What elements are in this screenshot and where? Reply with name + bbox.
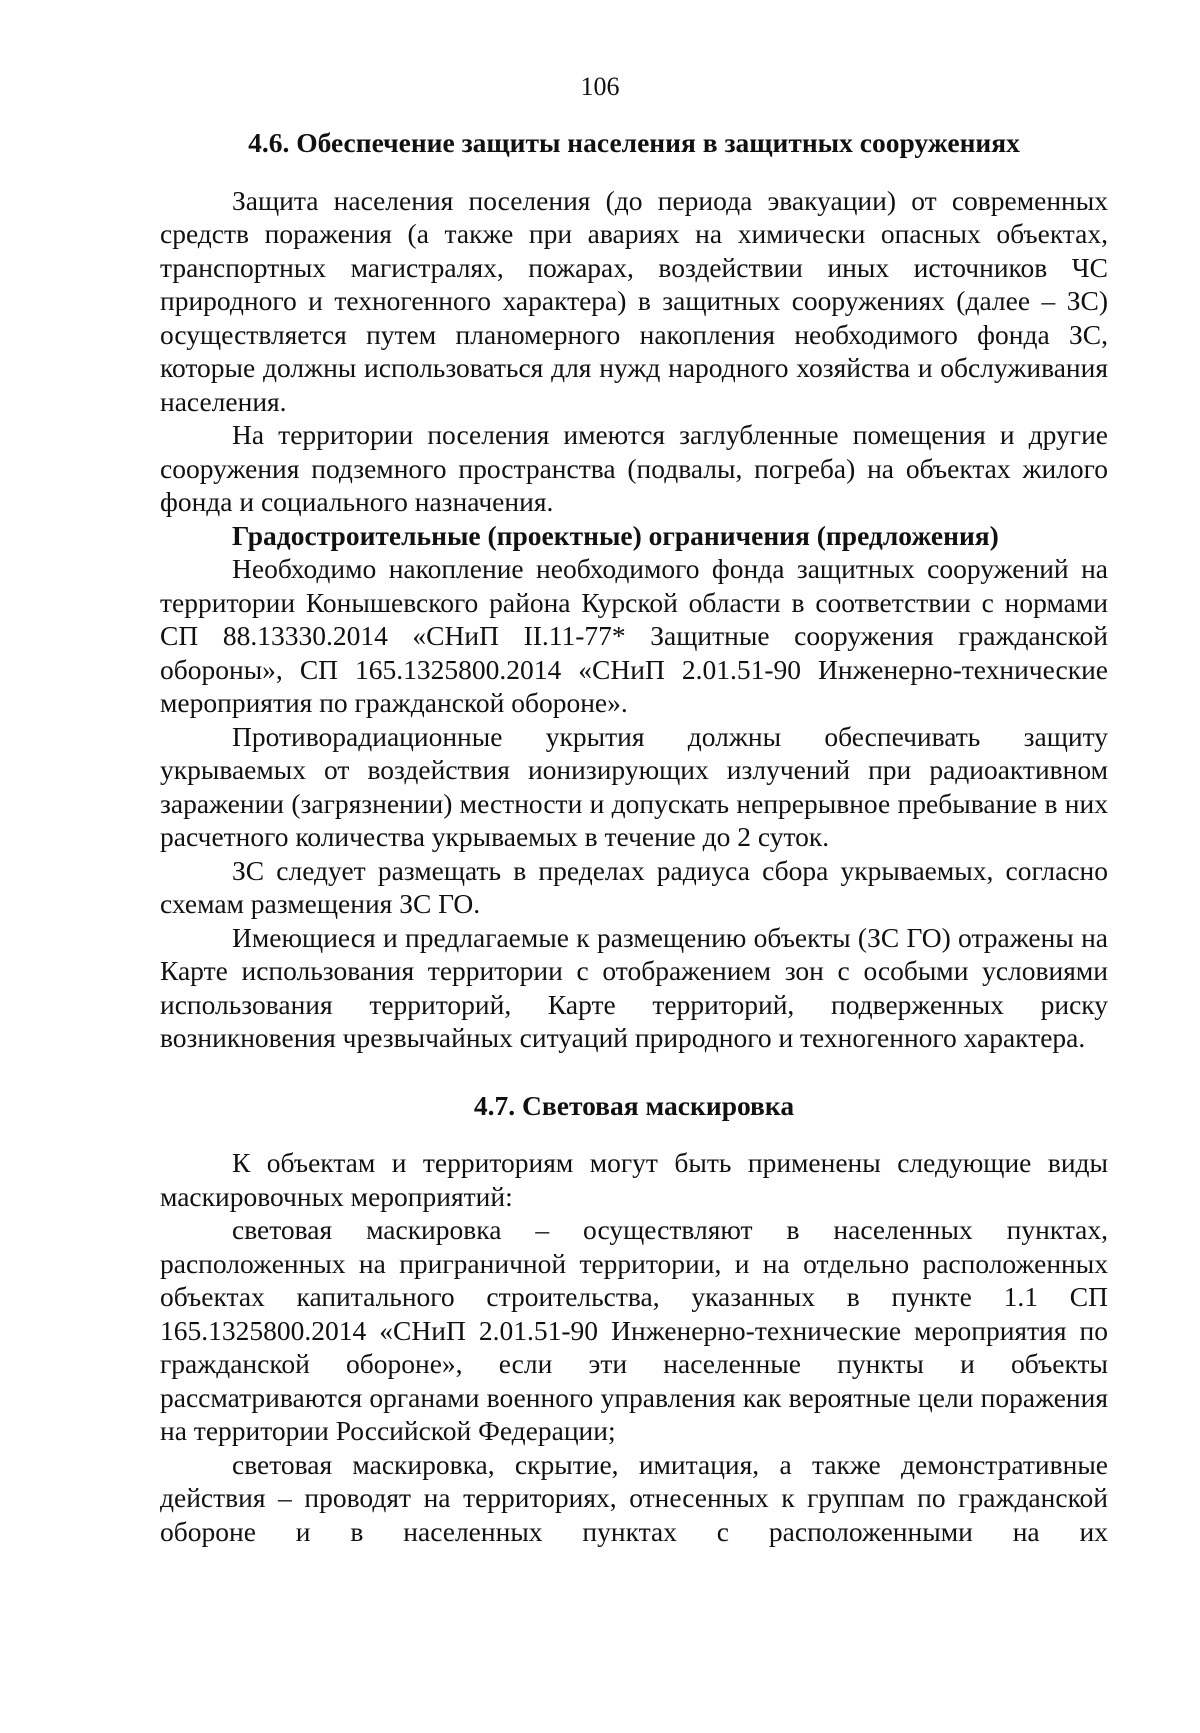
section-4-6-paragraph-2: На территории поселения имеются заглубленные помещения и другие сооружения подземного пространства (подвалы, погреба) на объектах жилого фонда и социального назначения. — [160, 419, 1108, 517]
section-4-7-paragraph-1: К объектам и территориям могут быть применены следующие виды маскировочных мероприятий: — [160, 1147, 1108, 1212]
section-4-6-title: 4.6. Обеспечение защиты населения в защитных сооружениях — [248, 127, 1020, 158]
section-4-7-paragraph-2: световая маскировка – осуществляют в населенных пунктах, расположенных на приграничной территории, и на отдельно расположенных объектах капитального строительства, указанных в пункте 1.1 СП 165.1325800.2014 «СНиП 2.01.51-90 Инженерно-технические мероприятия по гражданской обороне», если эти населенные пункты и объекты рассматриваются органами военного управления как вероятные цели поражения на территории Российской Федерации; — [160, 1214, 1108, 1446]
section-4-6-paragraph-1: Защита населения поселения (до периода эвакуации) от современных средств поражения (а также при авариях на химически опасных объектах, транспортных магистралях, пожарах, воздействии иных источников ЧС природного и техногенного характера) в защитных сооружениях (далее – ЗС) осуществляется путем планомерного накопления необходимого фонда ЗС, которые должны использоваться для нужд народного хозяйства и обслуживания населения. — [160, 184, 1108, 417]
page-number: 106 — [580, 72, 620, 101]
section-4-6-paragraph-3: Необходимо накопление необходимого фонда защитных сооружений на территории Конышевского района Курской области в соответствии с нормами СП 88.13330.2014 «СНиП II.11-77* Защитные сооружения гражданской обороны», СП 165.1325800.2014 «СНиП 2.01.51-90 Инженерно-технические мероприятия по гражданской обороне». — [160, 553, 1108, 718]
section-4-6-subheading: Градостроительные (проектные) ограничения (предложения) — [232, 519, 999, 551]
section-4-6-paragraph-5: ЗС следует размещать в пределах радиуса сбора укрываемых, согласно схемам размещения ЗС ГО. — [160, 854, 1108, 919]
section-4-6-paragraph-6: Имеющиеся и предлагаемые к размещению объекты (ЗС ГО) отражены на Карте использования территории с отображением зон с особыми условиями использования территорий, Карте территорий, подверженных риску возникновения чрезвычайных ситуаций природного и техногенного характера. — [160, 921, 1108, 1053]
section-4-6-paragraph-4: Противорадиационные укрытия должны обеспечивать защиту укрываемых от воздействия ионизирующих излучений при радиоактивном заражении (загрязнении) местности и допускать непрерывное пребывание в них расчетного количества укрываемых в течение до 2 суток. — [160, 720, 1108, 852]
section-4-7-title: 4.7. Световая маскировка — [473, 1089, 795, 1121]
section-4-7-paragraph-3: световая маскировка, скрытие, имитация, а также демонстративные действия – проводят на территориях, отнесенных к группам по гражданской обороне и в населенных пунктах с расположенными на их — [160, 1448, 1108, 1547]
page-content — [160, 126, 1108, 1548]
